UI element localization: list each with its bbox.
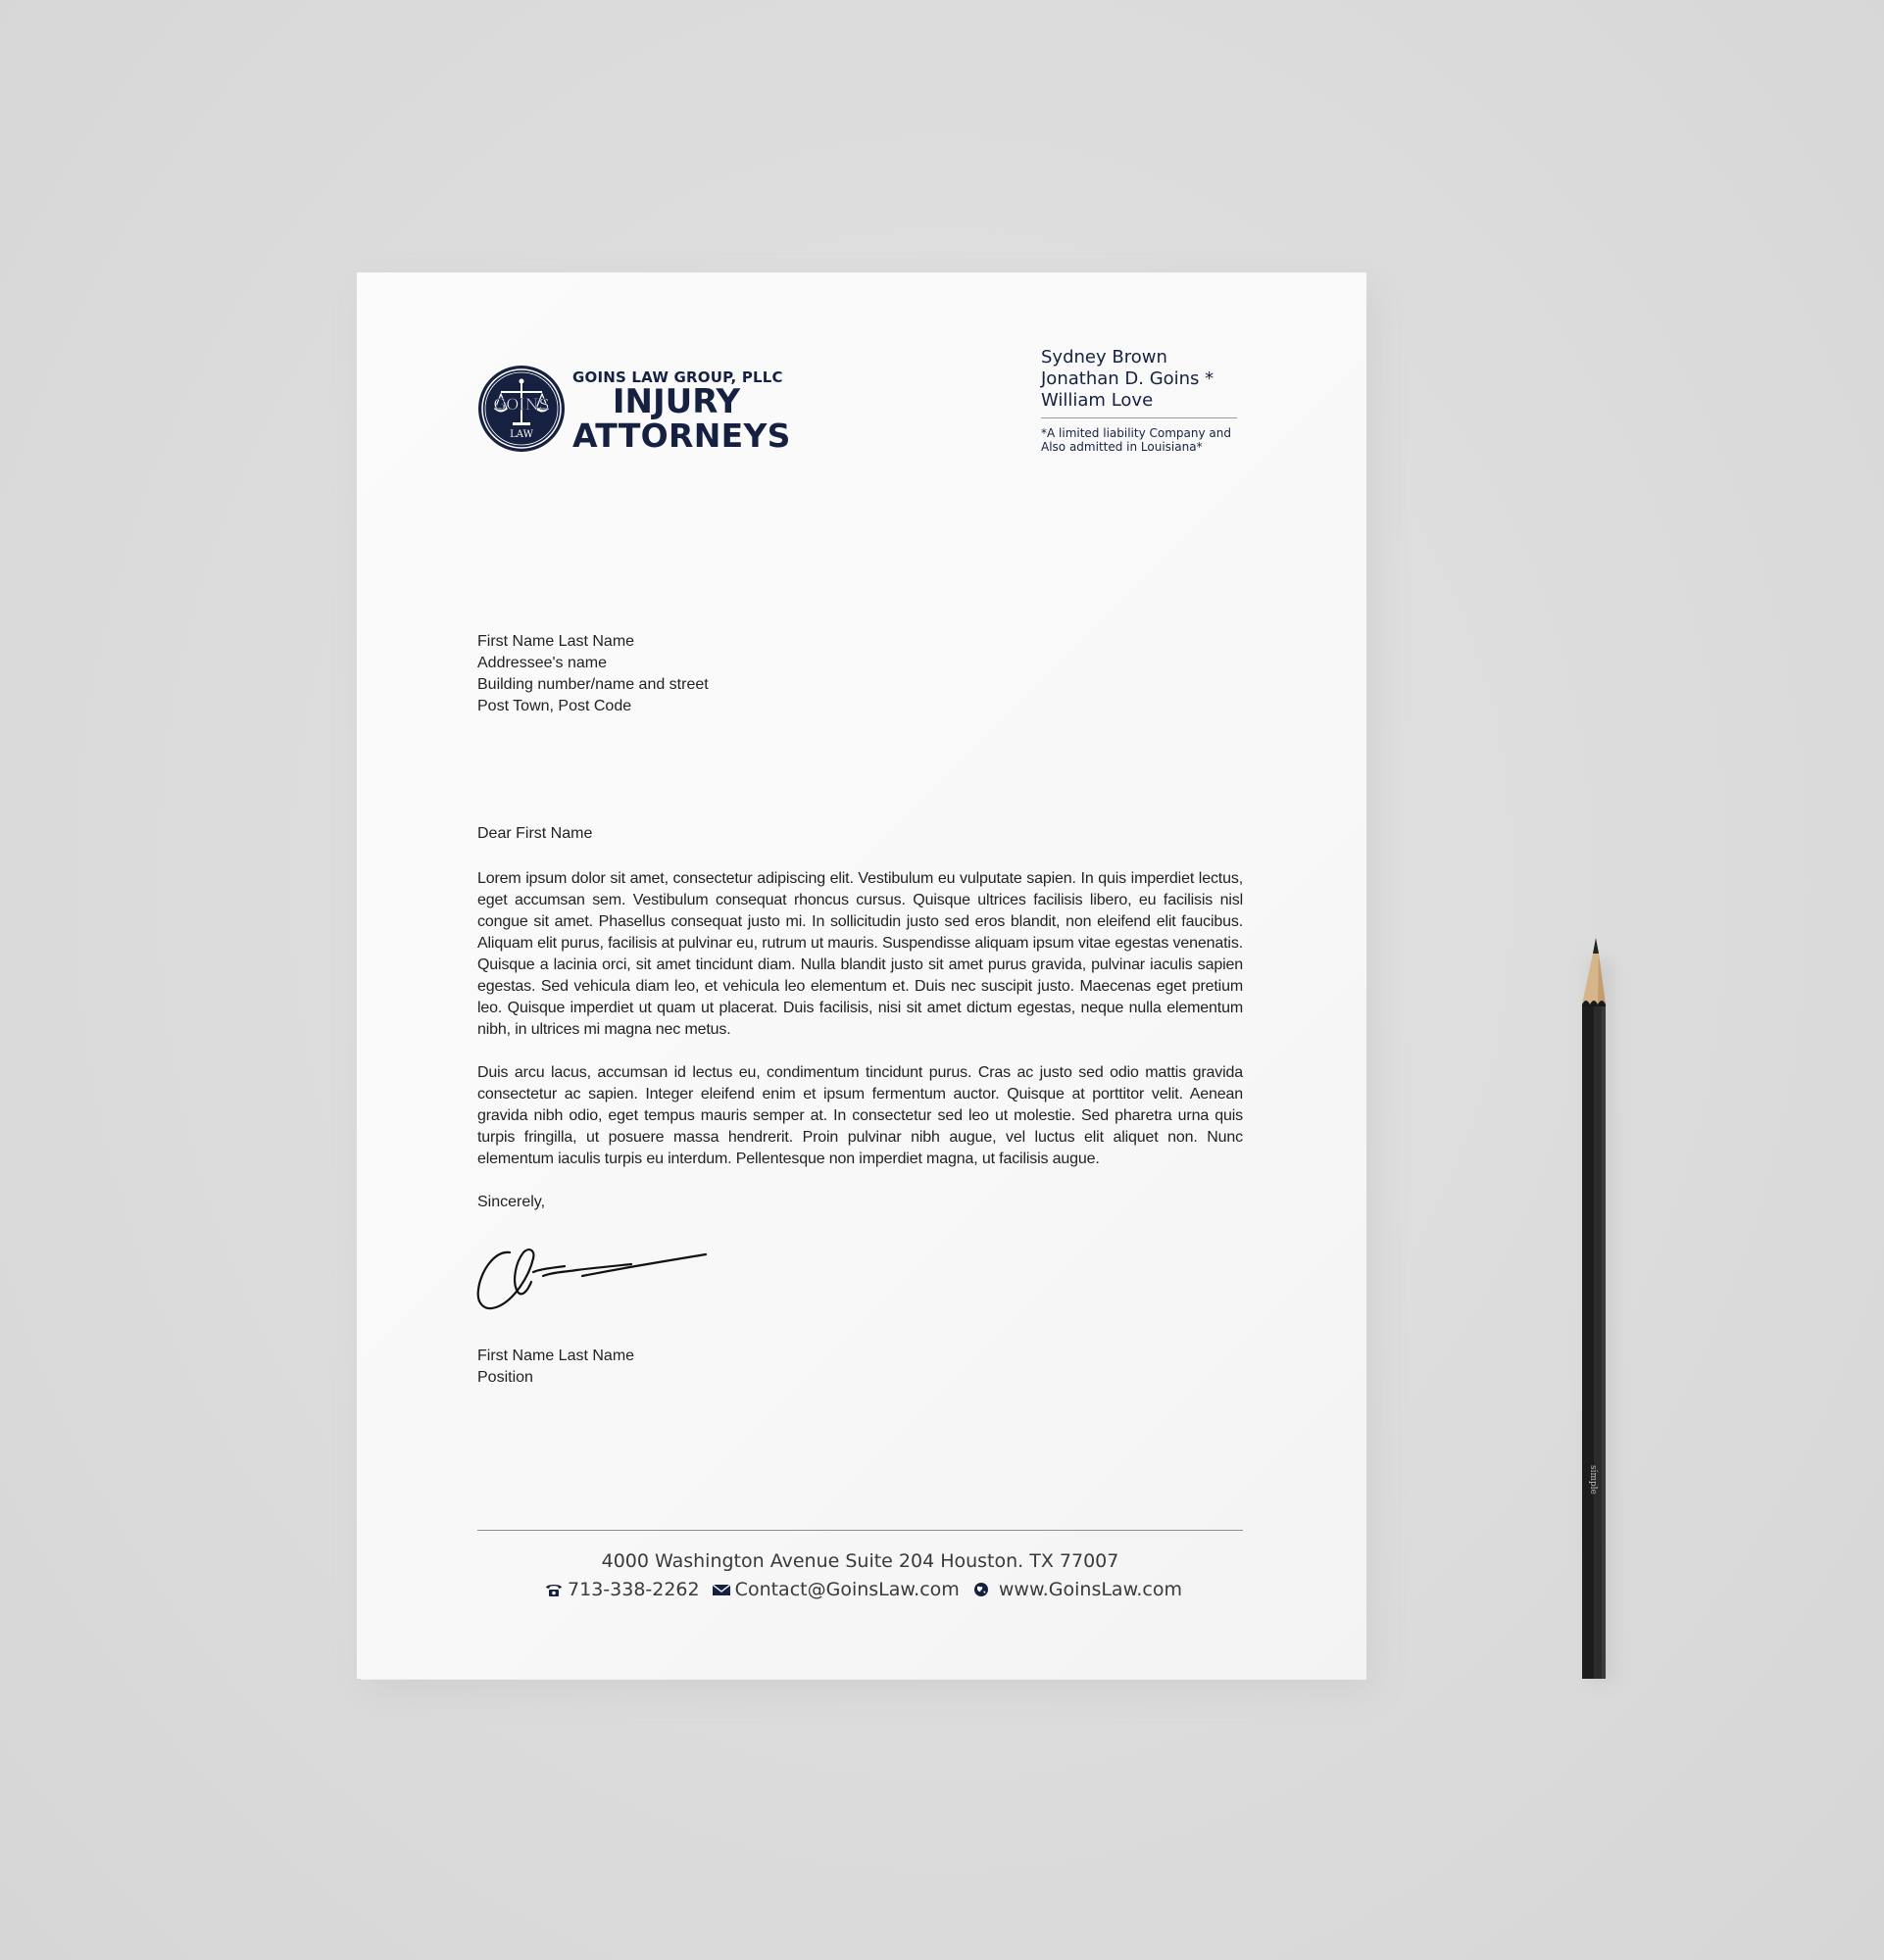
scales-of-justice-seal-icon [477, 365, 566, 453]
partner-name: Jonathan D. Goins * [1041, 368, 1215, 389]
partners-divider [1041, 417, 1237, 418]
footer-contact [477, 1579, 1243, 1600]
seal-text-top: GOINS [493, 395, 550, 414]
recipient-name: First Name Last Name [477, 633, 635, 650]
footer-address: 4000 Washington Avenue Suite 204 Houston. TX 77007 [601, 1550, 1119, 1572]
pencil [1572, 936, 1611, 1681]
handwritten-signature [474, 1233, 710, 1321]
firm-name: GOINS LAW GROUP, PLLC [572, 368, 783, 386]
partners-list [1041, 347, 1247, 454]
body-paragraph: Duis arcu lacus, accumsan id lectus eu, condimentum tincidunt purus. Cras ac justo sed odio mattis gravida consectetur ac sapien. Integer eleifend enim et ipsum fermentum auctor. Quisque at porttitor velit. Aenean gravida nibh odio, eget tempus mauris semper at. In consectetur sed leo ut molestie. Sed pharetra urna quis turpis fringilla, ut posuere massa hendrerit. Proin pulvinar nibh augue, vel luctus elit aliquet non. Nunc elementum iaculis turpis eu interdum. Pellentesque non imperdiet magna, ut facilisis augue. [477, 1064, 1243, 1167]
seal-text-bottom: LAW [510, 429, 533, 440]
letterhead-page [357, 272, 1366, 1679]
title-injury: INJURY [612, 382, 741, 421]
pencil-brand: simple [1588, 1465, 1598, 1494]
phone-icon [544, 1582, 564, 1597]
firm-logo [477, 365, 791, 459]
partners-note [1041, 426, 1266, 454]
footer-email: Contact@GoinsLaw.com [734, 1579, 960, 1600]
note-line: Also admitted in Louisiana* [1041, 440, 1203, 454]
footer-divider [477, 1530, 1243, 1531]
closing: Sincerely, [477, 1194, 546, 1210]
title-attorneys: ATTORNEYS [572, 416, 791, 455]
recipient-address [477, 631, 709, 717]
salutation: Dear First Name [477, 825, 593, 842]
footer-website: www.GoinsLaw.com [998, 1579, 1182, 1600]
signer-name: First Name Last Name [477, 1348, 635, 1364]
globe-icon [971, 1582, 991, 1597]
note-line: *A limited liability Company and [1041, 426, 1231, 440]
footer-phone: 713-338-2262 [568, 1579, 700, 1600]
body-paragraph: Lorem ipsum dolor sit amet, consectetur adipiscing elit. Vestibulum eu vulputate sapien. In quis imperdiet lectus, eget accumsan sem. Vestibulum consequat rhoncus cursus. Quisque ultrices facilisis libero, eu facilisis nisl congue sit amet. Phasellus consequat justo mi. In sollicitudin justo sed eros blandit, non eleifend elit faucibus. Aliquam elit purus, facilisis at pulvinar eu, rutrum ut mauris. Suspendisse aliquam ipsum vitae egestas venenatis. Quisque a lacinia orci, sit amet tincidunt diam. Nulla blandit justo sit amet purus gravida, pulvinar iaculis sapien egestas. Sed vehicula diam leo, et vehicula leo elementum et. Duis nec suscipit justo. Maecenas eget pretium leo. Quisque imperdiet ut quam ut placerat. Duis facilisis, nisi sit amet dictum egestas, neque nulla elementum nibh, in ultrices mi magna nec metus. [477, 870, 1243, 1038]
recipient-town: Post Town, Post Code [477, 698, 632, 714]
partner-name: William Love [1041, 390, 1154, 411]
partner-name: Sydney Brown [1041, 347, 1167, 368]
signer-block [477, 1346, 634, 1389]
recipient-addressee: Addressee's name [477, 655, 608, 671]
envelope-icon [712, 1582, 731, 1597]
signer-position: Position [477, 1369, 533, 1386]
recipient-street: Building number/name and street [477, 676, 709, 693]
